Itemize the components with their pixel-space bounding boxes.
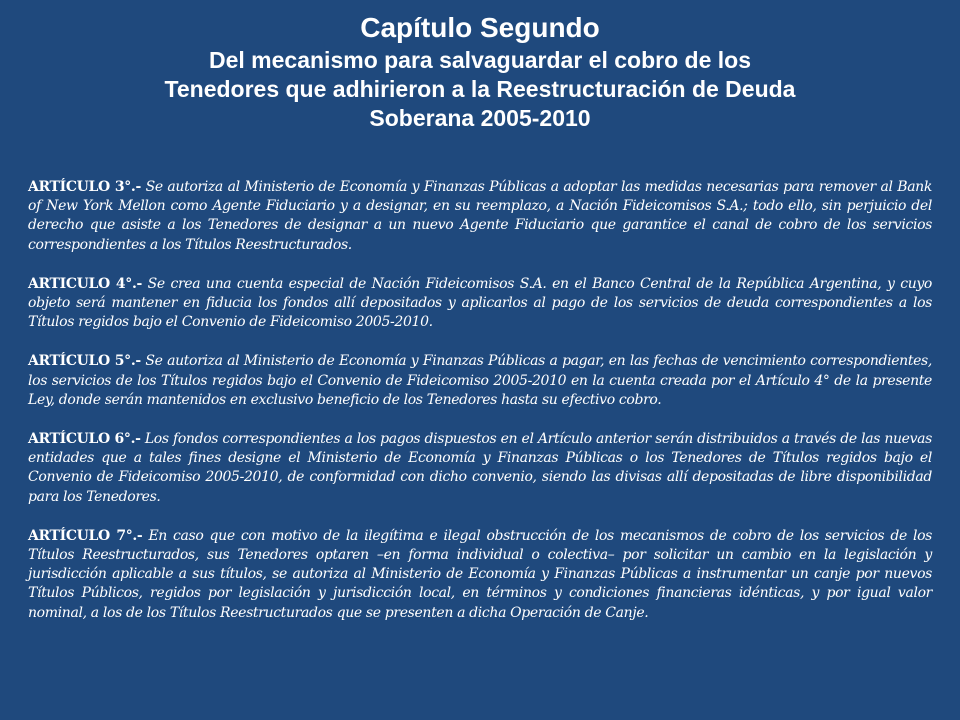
article-text: Los fondos correspondientes a los pagos dispuestos en el Artículo anterior serán distribuidos a través de las nuevas entidades que a tales fines designe el Ministerio de Economía y Finanzas Públicas o los Tenedores de Títulos regidos bajo el Convenio de Fideicomiso 2005-2010, de conformidad con dicho convenio, siendo las divisas allí depositadas de libre disponibilidad para los Tenedores. <box>28 431 932 505</box>
article-3 <box>28 178 932 255</box>
chapter-subtitle-line-2: Tenedores que adhirieron a la Reestructuración de Deuda <box>164 76 796 102</box>
article-label: ARTÍCULO 5°.- <box>28 353 141 370</box>
article-label: ARTICULO 4°.- <box>28 275 142 292</box>
chapter-subtitle-line-1: Del mecanismo para salvaguardar el cobro de los <box>209 47 751 73</box>
article-7 <box>28 527 932 623</box>
article-5 <box>28 352 932 410</box>
article-text: Se autoriza al Ministerio de Economía y Finanzas Públicas a adoptar las medidas necesarias para remover al Bank of New York Mellon como Agente Fiduciario y a designar, en su reemplazo, a Nación Fideicomisos S.A.; todo ello, sin perjuicio del derecho que asiste a los Tenedores de designar a un nuevo Agente Fiduciario que garantice el canal de cobro de los servicios correspondientes a los Títulos Reestructurados. <box>28 179 932 253</box>
chapter-subtitle-line-3: Soberana 2005-2010 <box>369 105 591 131</box>
article-6 <box>28 430 932 507</box>
article-text: Se autoriza al Ministerio de Economía y Finanzas Públicas a pagar, en las fechas de vencimiento correspondientes, los servicios de los Títulos regidos bajo el Convenio de Fideicomiso 2005-2010 en la cuenta creada por el Artículo 4° de la presente Ley, donde serán mantenidos en exclusivo beneficio de los Tenedores hasta su efectivo cobro. <box>28 353 932 408</box>
chapter-title: Capítulo Segundo <box>360 12 600 43</box>
article-label: ARTÍCULO 6°.- <box>28 431 141 448</box>
article-label: ARTÍCULO 7°.- <box>28 527 143 544</box>
article-text: Se crea una cuenta especial de Nación Fideicomisos S.A. en el Banco Central de la República Argentina, y cuyo objeto será mantener en fiducia los fondos allí depositados y aplicarlos al pago de los servicios de deuda correspondientes a los Títulos regidos bajo el Convenio de Fideicomiso 2005-2010. <box>28 275 932 331</box>
article-label: ARTÍCULO 3°.- <box>28 179 141 195</box>
title-block <box>30 10 930 133</box>
articles-body <box>28 178 932 643</box>
article-4 <box>28 275 932 333</box>
article-text: En caso que con motivo de la ilegítima e ilegal obstrucción de los mecanismos de cobro de los servicios de los Títulos Reestructurados, sus Tenedores optaren –en forma individual o colectiva– por solicitar un cambio en la legislación y jurisdicción aplicable a sus títulos, se autoriza al Ministerio de Economía y Finanzas Públicas a instrumentar un canje por nuevos Títulos Públicos, regidos por legislación y jurisdicción local, en términos y condiciones financieras idénticas, y por igual valor nominal, a los de los Títulos Reestructurados que se presenten a dicha Operación de Canje. <box>28 527 933 621</box>
